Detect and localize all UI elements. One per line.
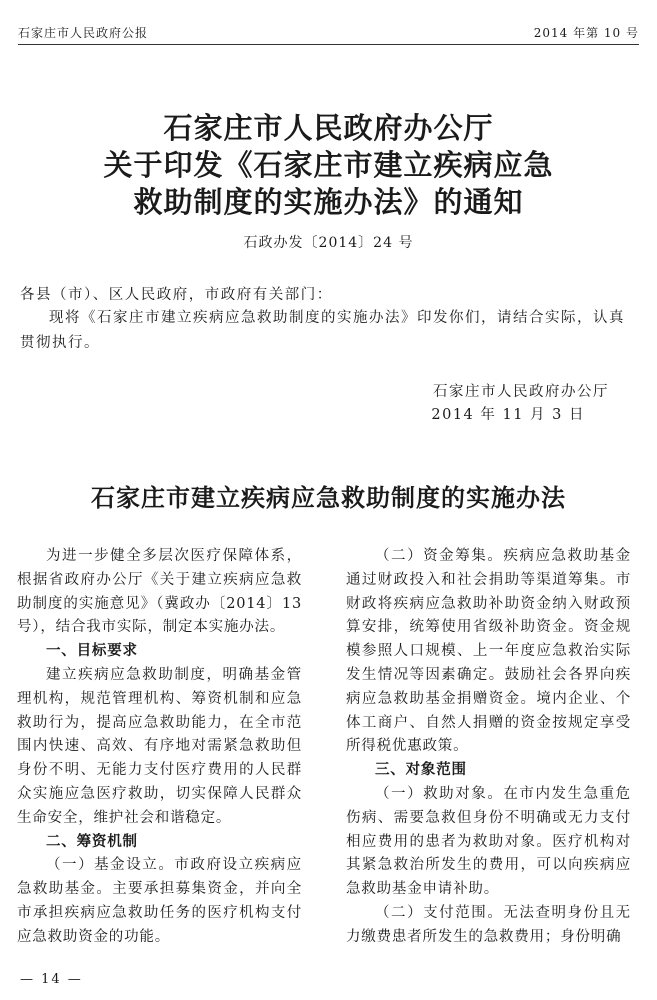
notice-body: 现将《石家庄市建立疾病应急救助制度的实施办法》印发你们，请结合实际，认真贯彻执行。 bbox=[20, 310, 625, 351]
notice-title-line-2: 关于印发《石家庄市建立疾病应急 bbox=[103, 148, 554, 182]
signature-date: 2014 年 11 月 3 日 bbox=[431, 407, 585, 423]
document-number: 石政办发〔2014〕24 号 bbox=[243, 235, 414, 251]
notice-title bbox=[0, 110, 657, 221]
paragraph: （二）资金筹集。疾病应急救助基金通过财政投入和社会捐助等渠道筹集。市财政将疾病应急救助补助资金纳入财政预算安排，统筹使用省级补助资金。资金规模参照人口规模、上一年度应急救治实际发生情况等因素确定。鼓励社会各界向疾病应急救助基金捐赠资金。境内企业、个体工商户、自然人捐赠的资金按规定享受所得税优惠政策。 bbox=[346, 548, 631, 755]
right-column bbox=[346, 545, 631, 950]
signature-organization: 石家庄市人民政府办公厅 bbox=[433, 384, 609, 400]
left-column bbox=[17, 545, 302, 950]
paragraph: 为进一步健全多层次医疗保障体系，根据省政府办公厅《关于建立疾病应急救助制度的实施意见》（冀政办〔2014〕13号），结合我市实际，制定本实施办法。 bbox=[17, 548, 302, 636]
page-number: — 14 — bbox=[20, 972, 83, 987]
paragraph: （二）支付范围。无法查明身份且无力缴费患者所发生的急救费用；身份明确 bbox=[346, 904, 631, 945]
gazette-name: 石家庄市人民政府公报 bbox=[18, 26, 149, 40]
addressee: 各县（市）、区人民政府，市政府有关部门： bbox=[20, 287, 333, 303]
page-header bbox=[18, 22, 639, 45]
section-heading: 二、筹资机制 bbox=[46, 833, 138, 850]
section-heading: 一、目标要求 bbox=[46, 643, 138, 660]
paragraph: 建立疾病应急救助制度，明确基金管理机构，规范管理机构、筹资机制和应急救助行为，提高应急救助能力，在全市范围内快速、高效、有序地对需紧急救助但身份不明、无能力支付医疗费用的人民群众实施应急医疗救助，切实保障人民群众生命安全，维护社会和谐稳定。 bbox=[17, 666, 302, 826]
regulation-title: 石家庄市建立疾病应急救助制度的实施办法 bbox=[91, 484, 566, 512]
section-heading: 三、对象范围 bbox=[375, 762, 467, 779]
notice-title-line-3: 救助制度的实施办法》的通知 bbox=[133, 185, 524, 219]
paragraph: （一）救助对象。在市内发生急重危伤病、需要急救但身份不明确或无力支付相应费用的患者为救助对象。医疗机构对其紧急救治所发生的费用，可以向疾病应急救助基金申请补助。 bbox=[346, 785, 631, 898]
paragraph: （一）基金设立。市政府设立疾病应急救助基金。主要承担募集资金，并向全市承担疾病应急救助任务的医疗机构支付应急救助资金的功能。 bbox=[17, 857, 302, 945]
issue-number: 2014 年第 10 号 bbox=[533, 26, 639, 40]
notice-title-line-1: 石家庄市人民政府办公厅 bbox=[163, 111, 494, 145]
